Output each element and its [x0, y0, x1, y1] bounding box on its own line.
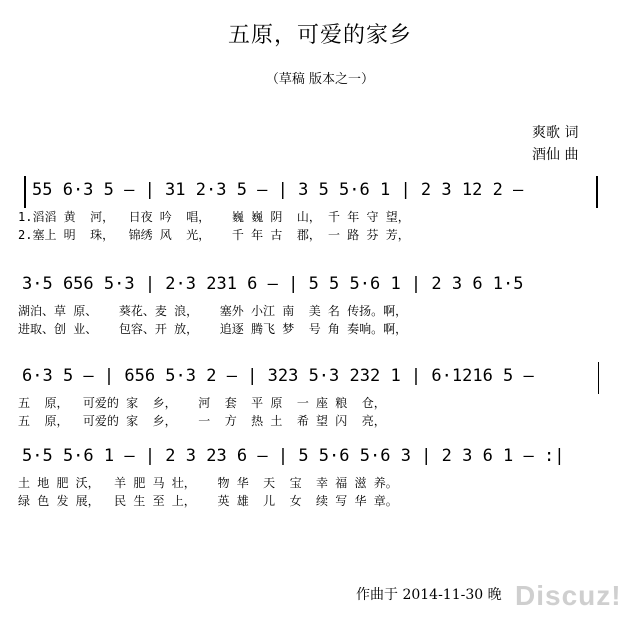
end-barline	[596, 176, 598, 208]
lyric-line: 土 地 肥 沃， 羊 肥 马 壮， 物 华 天 宝 幸 福 滋 养。	[18, 476, 398, 490]
end-barline	[598, 362, 599, 394]
song-title: 五原，可爱的家乡	[227, 23, 412, 48]
start-barline	[24, 176, 26, 208]
lyric-line: 进取、创 业、 包容、开 放， 追逐 腾飞 梦 号 角 奏响。啊，	[18, 322, 408, 336]
lyric-line: 1.滔滔 黄 河， 日夜 吟 唱， 巍 巍 阴 山， 千 年 守 望，	[18, 210, 410, 224]
site-watermark: Discuz!	[515, 580, 622, 611]
notation-line: 3·5 656 5·3 | 2·3 231 6 – | 5 5 5·6 1 | 2 3 6 1·5	[22, 274, 524, 294]
notation-line: 55 6·3 5 – | 31 2·3 5 – | 3 5 5·6 1 | 2 3 12 2 –	[32, 180, 524, 200]
lyric-line: 五 原， 可爱的 家 乡， 河 套 平 原 一 座 粮 仓，	[18, 396, 386, 410]
composer-credit: 酒仙 曲	[532, 147, 579, 163]
notation-line: 6·3 5 – | 656 5·3 2 – | 323 5·3 232 1 | 6·1216 5 –	[22, 366, 534, 386]
lyric-line: 湖泊、草 原、 葵花、麦 浪， 塞外 小江 南 美 名 传扬。啊，	[18, 304, 408, 318]
song-subtitle: （草稿 版本之一）	[265, 72, 375, 87]
lyric-line: 2.塞上 明 珠， 锦绣 风 光， 千 年 古 郡， 一 路 芬 芳，	[18, 228, 410, 242]
lyric-line: 绿 色 发 展， 民 生 至 上， 英 雄 儿 女 续 写 华 章。	[18, 494, 398, 508]
lyric-line: 五 原， 可爱的 家 乡， 一 方 热 土 希 望 闪 亮，	[18, 414, 386, 428]
lyricist-credit: 爽歌 词	[532, 125, 579, 141]
notation-line: 5·5 5·6 1 – | 2 3 23 6 – | 5 5·6 5·6 3 | 2 3 6 1 – :|	[22, 446, 565, 466]
composition-date: 作曲于 2014-11-30 晚	[356, 587, 502, 603]
